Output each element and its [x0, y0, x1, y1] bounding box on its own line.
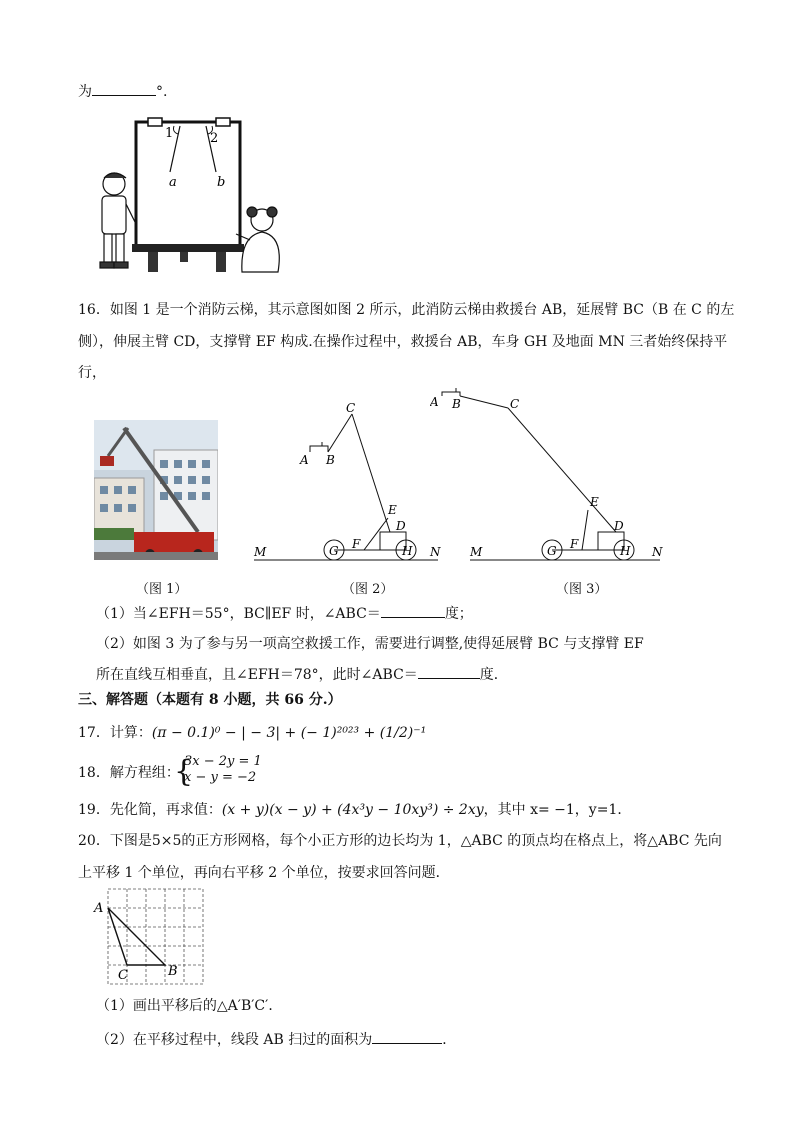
svg-text:M: M	[254, 545, 267, 559]
caption-fig1: （图 1）	[136, 582, 188, 597]
svg-text:B: B	[452, 397, 461, 411]
q18-eq2: x − y = −2	[184, 770, 257, 785]
q16-line1: 16．如图 1 是一个消防云梯，其示意图如图 2 所示，此消防云梯由救援台 AB，延展臂 BC（B 在 C 的左	[78, 302, 735, 318]
arm-bc	[328, 414, 352, 452]
svg-text:B: B	[168, 964, 178, 979]
svg-text:G: G	[329, 544, 339, 558]
q19-expression: (x + y)(x − y) + (4x³y − 10xy³) ÷ 2xy	[221, 802, 484, 818]
svg-text:A: A	[94, 901, 104, 916]
svg-text:A: A	[300, 453, 309, 467]
svg-text:G: G	[547, 544, 557, 558]
answer-blank-16-2	[418, 664, 480, 679]
svg-text:F: F	[570, 537, 579, 551]
easel-figure	[92, 112, 282, 284]
fire-ladder-photo	[94, 420, 218, 560]
triangle-abc	[108, 908, 165, 965]
caption-fig3: （图 3）	[556, 582, 608, 597]
girl-illustration	[236, 207, 279, 272]
q20-line2: 上平移 1 个单位，再向右平移 2 个单位，按要求回答问题．	[78, 865, 450, 881]
svg-text:D: D	[396, 519, 406, 533]
svg-text:D: D	[614, 519, 624, 533]
platform-ab	[310, 446, 328, 452]
arm-ef	[582, 510, 588, 550]
svg-text:M: M	[470, 545, 483, 559]
q17: 17．计算：(π − 0.1)⁰ − | − 3| + (− 1)²⁰²³ + (1/2)⁻¹	[78, 725, 427, 741]
answer-blank-15	[92, 81, 156, 96]
arm-bc	[460, 396, 508, 408]
boy-illustration	[100, 173, 136, 268]
q16-part1: （1）当∠EFH＝55°，BC∥EF 时，∠ABC＝ 度；	[96, 603, 473, 623]
arm-cd	[508, 408, 616, 532]
svg-text:N: N	[430, 545, 441, 559]
q19: 19．先化简，再求值：(x + y)(x − y) + (4x³y − 10xy³) ÷ 2xy，其中 x= −1，y=1．	[78, 802, 632, 818]
arm-ef	[364, 518, 388, 550]
answer-blank-16-1	[381, 603, 445, 618]
q16-line2: 侧），伸展主臂 CD，支撑臂 EF 构成.在操作过程中，救援台 AB，车身 GH 及地面 MN 三者始终保持平	[78, 334, 728, 350]
grid-5x5-figure	[92, 885, 208, 987]
q20-part2: （2）在平移过程中，线段 AB 扫过的面积为 ．	[96, 1029, 456, 1049]
q17-expression: (π − 0.1)⁰ − | − 3| + (− 1)²⁰²³ + (1/2)⁻¹	[151, 725, 427, 741]
q20-line1: 20．下图是5×5的正方形网格，每个小正方形的边长均为 1，△ABC 的顶点均在格点上，将△ABC 先向	[78, 833, 722, 849]
svg-text:N: N	[652, 545, 663, 559]
label-2: 2	[210, 131, 219, 146]
prev-suffix: °.	[156, 84, 168, 100]
svg-text:E: E	[388, 503, 397, 517]
platform-ab	[442, 392, 460, 396]
label-a: a	[169, 175, 177, 190]
svg-text:H: H	[620, 544, 631, 558]
svg-text:B: B	[326, 453, 335, 467]
q18-brace: {	[174, 754, 194, 789]
q16-part2-line1: （2）如图 3 为了参与另一项高空救援工作，需要进行调整,使得延展臂 BC 与支撑臂 EF	[96, 636, 644, 652]
label-1: 1	[165, 126, 174, 141]
svg-text:E: E	[590, 495, 599, 509]
svg-text:C: C	[510, 397, 520, 411]
q16-part2-line2: 所在直线互相垂直，且∠EFH＝78°，此时∠ABC＝ 度．	[96, 664, 508, 684]
q18-eq1: 3x − 2y = 1	[184, 754, 262, 769]
figure-3-diagram	[430, 386, 666, 568]
svg-text:H: H	[402, 544, 413, 558]
prev-question-tail	[78, 81, 167, 101]
answer-blank-20	[372, 1029, 442, 1044]
q18-prefix: 18．解方程组：	[78, 765, 180, 781]
figure-2-diagram	[248, 398, 448, 568]
q16-line3: 行，	[78, 365, 106, 381]
q20-part1: （1）画出平移后的△A′B′C′．	[96, 998, 283, 1014]
section-3-title: 三、解答题（本题有 8 小题，共 66 分.）	[78, 692, 342, 708]
prev-prefix: 为	[78, 84, 92, 100]
svg-text:A: A	[430, 395, 439, 409]
label-b: b	[217, 175, 226, 190]
svg-text:C: C	[118, 968, 128, 983]
arm-cd	[352, 414, 390, 532]
svg-text:C: C	[346, 401, 356, 415]
caption-fig2: （图 2）	[342, 582, 394, 597]
svg-text:F: F	[352, 537, 361, 551]
